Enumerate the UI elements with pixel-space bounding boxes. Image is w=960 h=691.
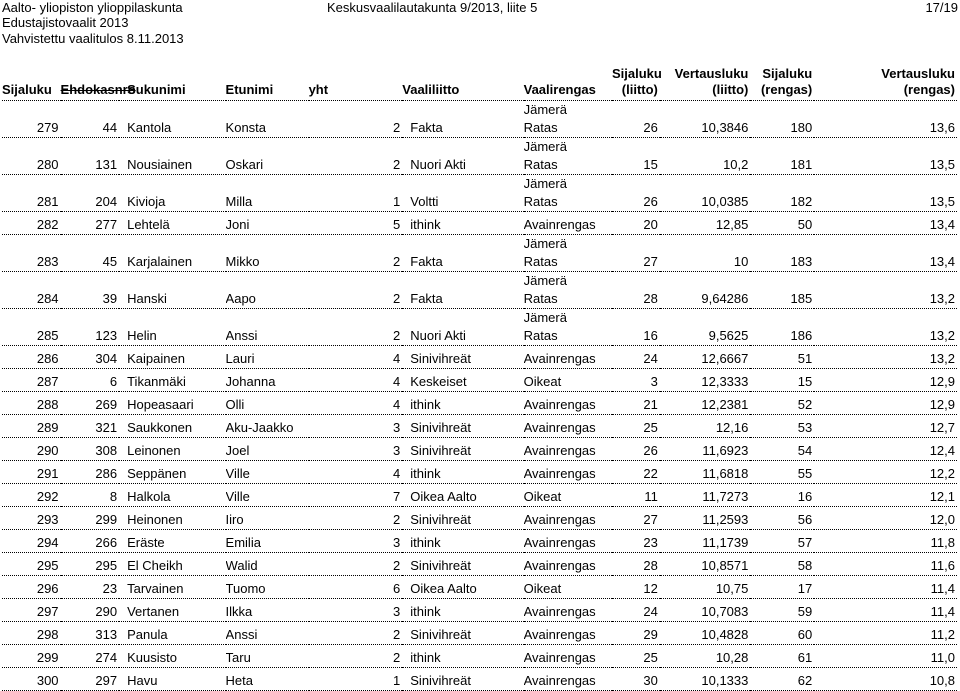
cell-lastname: Hopeasaari xyxy=(119,392,225,415)
cell-firstname: Johanna xyxy=(226,369,309,392)
cell-alliance: Fakta xyxy=(402,101,523,138)
cell-candidate-number: 299 xyxy=(61,507,120,530)
cell-rank-ring: 58 xyxy=(750,553,814,576)
cell-alliance: ithink xyxy=(402,645,523,668)
cell-cmp-ring: 11,6 xyxy=(814,553,957,576)
cell-alliance: Fakta xyxy=(402,272,523,309)
cell-ring: Avainrengas xyxy=(524,668,612,691)
cell-alliance: Nuori Akti xyxy=(402,309,523,346)
cell-candidate-number: 313 xyxy=(61,622,120,645)
cell-firstname: Iiro xyxy=(226,507,309,530)
cell-rank: 296 xyxy=(2,576,61,599)
cell-rank-alliance: 26 xyxy=(612,175,660,212)
cell-lastname: Kantola xyxy=(119,101,225,138)
cell-cmp-alliance: 12,6667 xyxy=(660,346,750,369)
cell-cmp-ring: 12,0 xyxy=(814,507,957,530)
cell-cmp-ring: 13,2 xyxy=(814,346,957,369)
cell-rank: 285 xyxy=(2,309,61,346)
cell-alliance: ithink xyxy=(402,599,523,622)
cell-rank-ring: 62 xyxy=(750,668,814,691)
cell-rank: 279 xyxy=(2,101,61,138)
table-row xyxy=(2,507,957,530)
cell-rank-ring: 182 xyxy=(750,175,814,212)
cell-votes: 4 xyxy=(309,369,403,392)
cell-alliance: ithink xyxy=(402,392,523,415)
cell-lastname: Hanski xyxy=(119,272,225,309)
cell-rank: 299 xyxy=(2,645,61,668)
cell-candidate-number: 277 xyxy=(61,212,120,235)
cell-cmp-ring: 13,4 xyxy=(814,212,957,235)
organization-name: Aalto- yliopiston ylioppilaskunta xyxy=(2,0,183,15)
cell-cmp-alliance: 11,7273 xyxy=(660,484,750,507)
cell-alliance: Sinivihreät xyxy=(402,438,523,461)
cell-lastname: El Cheikh xyxy=(119,553,225,576)
col-header-alliance: Vaaliliitto xyxy=(402,66,523,101)
cell-rank-ring: 56 xyxy=(750,507,814,530)
table-row xyxy=(2,668,957,691)
cell-rank-alliance: 30 xyxy=(612,668,660,691)
cell-rank-ring: 180 xyxy=(750,101,814,138)
cell-candidate-number: 266 xyxy=(61,530,120,553)
cell-cmp-alliance: 10 xyxy=(660,235,750,272)
cell-rank-alliance: 11 xyxy=(612,484,660,507)
committee-reference: Keskusvaalilautakunta 9/2013, liite 5 xyxy=(327,0,538,15)
cell-cmp-alliance: 11,6923 xyxy=(660,438,750,461)
cell-cmp-ring: 13,2 xyxy=(814,309,957,346)
cell-rank-alliance: 26 xyxy=(612,438,660,461)
cell-candidate-number: 131 xyxy=(61,138,120,175)
cell-alliance: Keskeiset xyxy=(402,369,523,392)
cell-cmp-ring: 13,6 xyxy=(814,101,957,138)
cell-cmp-alliance: 10,0385 xyxy=(660,175,750,212)
cell-votes: 4 xyxy=(309,461,403,484)
cell-alliance: ithink xyxy=(402,530,523,553)
table-row xyxy=(2,530,957,553)
cell-ring: Avainrengas xyxy=(524,599,612,622)
cell-rank: 292 xyxy=(2,484,61,507)
cell-ring: Jämerä Ratas xyxy=(524,309,612,346)
cell-lastname: Nousiainen xyxy=(119,138,225,175)
cell-ring: Avainrengas xyxy=(524,530,612,553)
cell-lastname: Halkola xyxy=(119,484,225,507)
cell-candidate-number: 23 xyxy=(61,576,120,599)
cell-rank-ring: 51 xyxy=(750,346,814,369)
table-row xyxy=(2,553,957,576)
cell-ring: Jämerä Ratas xyxy=(524,101,612,138)
cell-lastname: Leinonen xyxy=(119,438,225,461)
col-header-votes: yht xyxy=(309,66,403,101)
cell-firstname: Joni xyxy=(226,212,309,235)
cell-rank: 288 xyxy=(2,392,61,415)
table-row xyxy=(2,622,957,645)
cell-firstname: Lauri xyxy=(226,346,309,369)
cell-rank-alliance: 20 xyxy=(612,212,660,235)
cell-rank: 289 xyxy=(2,415,61,438)
cell-rank-alliance: 16 xyxy=(612,309,660,346)
cell-rank-alliance: 24 xyxy=(612,346,660,369)
cell-rank-alliance: 25 xyxy=(612,415,660,438)
table-row xyxy=(2,438,957,461)
cell-rank-ring: 186 xyxy=(750,309,814,346)
cell-rank-alliance: 28 xyxy=(612,553,660,576)
cell-cmp-alliance: 9,64286 xyxy=(660,272,750,309)
table-row xyxy=(2,272,957,309)
cell-firstname: Walid xyxy=(226,553,309,576)
cell-cmp-alliance: 11,2593 xyxy=(660,507,750,530)
cell-rank-alliance: 22 xyxy=(612,461,660,484)
cell-cmp-alliance: 11,6818 xyxy=(660,461,750,484)
cell-lastname: Eräste xyxy=(119,530,225,553)
election-name: Edustajistovaalit 2013 xyxy=(2,15,129,30)
cell-ring: Oikeat xyxy=(524,484,612,507)
cell-lastname: Vertanen xyxy=(119,599,225,622)
cell-lastname: Lehtelä xyxy=(119,212,225,235)
cell-rank: 295 xyxy=(2,553,61,576)
cell-firstname: Taru xyxy=(226,645,309,668)
cell-votes: 6 xyxy=(309,576,403,599)
cell-rank: 290 xyxy=(2,438,61,461)
cell-cmp-ring: 11,4 xyxy=(814,599,957,622)
cell-firstname: Tuomo xyxy=(226,576,309,599)
cell-rank-alliance: 15 xyxy=(612,138,660,175)
cell-alliance: Sinivihreät xyxy=(402,553,523,576)
cell-rank: 284 xyxy=(2,272,61,309)
cell-candidate-number: 269 xyxy=(61,392,120,415)
cell-votes: 2 xyxy=(309,272,403,309)
table-row xyxy=(2,576,957,599)
cell-cmp-alliance: 10,7083 xyxy=(660,599,750,622)
cell-votes: 2 xyxy=(309,101,403,138)
cell-cmp-ring: 12,9 xyxy=(814,392,957,415)
cell-candidate-number: 274 xyxy=(61,645,120,668)
cell-votes: 7 xyxy=(309,484,403,507)
results-table xyxy=(2,66,957,691)
cell-rank: 297 xyxy=(2,599,61,622)
cell-alliance: Nuori Akti xyxy=(402,138,523,175)
cell-firstname: Anssi xyxy=(226,309,309,346)
cell-cmp-alliance: 12,16 xyxy=(660,415,750,438)
cell-candidate-number: 290 xyxy=(61,599,120,622)
cell-ring: Avainrengas xyxy=(524,212,612,235)
cell-firstname: Joel xyxy=(226,438,309,461)
cell-firstname: Ville xyxy=(226,461,309,484)
cell-firstname: Anssi xyxy=(226,622,309,645)
cell-candidate-number: 304 xyxy=(61,346,120,369)
cell-firstname: Milla xyxy=(226,175,309,212)
cell-rank-alliance: 24 xyxy=(612,599,660,622)
cell-rank-ring: 57 xyxy=(750,530,814,553)
cell-candidate-number: 286 xyxy=(61,461,120,484)
cell-votes: 2 xyxy=(309,138,403,175)
cell-rank-alliance: 25 xyxy=(612,645,660,668)
cell-cmp-alliance: 12,2381 xyxy=(660,392,750,415)
cell-candidate-number: 308 xyxy=(61,438,120,461)
cell-ring: Avainrengas xyxy=(524,392,612,415)
cell-firstname: Heta xyxy=(226,668,309,691)
cell-candidate-number: 321 xyxy=(61,415,120,438)
cell-firstname: Oskari xyxy=(226,138,309,175)
cell-rank-alliance: 29 xyxy=(612,622,660,645)
cell-ring: Jämerä Ratas xyxy=(524,272,612,309)
table-row xyxy=(2,645,957,668)
cell-cmp-ring: 12,4 xyxy=(814,438,957,461)
cell-votes: 2 xyxy=(309,622,403,645)
cell-cmp-alliance: 9,5625 xyxy=(660,309,750,346)
cell-cmp-ring: 11,4 xyxy=(814,576,957,599)
cell-alliance: Oikea Aalto xyxy=(402,576,523,599)
cell-alliance: Sinivihreät xyxy=(402,415,523,438)
cell-votes: 3 xyxy=(309,530,403,553)
cell-ring: Oikeat xyxy=(524,576,612,599)
cell-candidate-number: 295 xyxy=(61,553,120,576)
cell-ring: Avainrengas xyxy=(524,507,612,530)
cell-ring: Oikeat xyxy=(524,369,612,392)
cell-cmp-ring: 13,5 xyxy=(814,175,957,212)
table-row xyxy=(2,212,957,235)
cell-alliance: ithink xyxy=(402,212,523,235)
cell-cmp-ring: 11,2 xyxy=(814,622,957,645)
cell-votes: 2 xyxy=(309,645,403,668)
cell-ring: Avainrengas xyxy=(524,415,612,438)
table-row xyxy=(2,392,957,415)
table-row xyxy=(2,138,957,175)
cell-lastname: Panula xyxy=(119,622,225,645)
cell-votes: 2 xyxy=(309,235,403,272)
cell-lastname: Tikanmäki xyxy=(119,369,225,392)
col-header-lastname: Sukunimi xyxy=(119,66,225,101)
cell-votes: 3 xyxy=(309,599,403,622)
table-header-row xyxy=(2,66,957,101)
cell-rank-ring: 60 xyxy=(750,622,814,645)
cell-ring: Jämerä Ratas xyxy=(524,175,612,212)
cell-alliance: Oikea Aalto xyxy=(402,484,523,507)
table-row xyxy=(2,101,957,138)
cell-lastname: Kaipainen xyxy=(119,346,225,369)
cell-lastname: Heinonen xyxy=(119,507,225,530)
cell-rank: 286 xyxy=(2,346,61,369)
cell-rank-ring: 17 xyxy=(750,576,814,599)
cell-cmp-alliance: 10,4828 xyxy=(660,622,750,645)
cell-firstname: Aku-Jaakko xyxy=(226,415,309,438)
cell-rank-ring: 52 xyxy=(750,392,814,415)
cell-rank: 280 xyxy=(2,138,61,175)
cell-alliance: Voltti xyxy=(402,175,523,212)
cell-candidate-number: 44 xyxy=(61,101,120,138)
cell-rank-ring: 15 xyxy=(750,369,814,392)
cell-rank: 287 xyxy=(2,369,61,392)
cell-rank: 281 xyxy=(2,175,61,212)
cell-rank-alliance: 27 xyxy=(612,507,660,530)
col-header-cmp-alliance: Vertausluku (liitto) xyxy=(660,66,750,101)
cell-votes: 4 xyxy=(309,346,403,369)
cell-cmp-ring: 10,8 xyxy=(814,668,957,691)
table-row xyxy=(2,415,957,438)
cell-rank: 283 xyxy=(2,235,61,272)
cell-votes: 3 xyxy=(309,415,403,438)
cell-ring: Avainrengas xyxy=(524,346,612,369)
cell-ring: Avainrengas xyxy=(524,553,612,576)
cell-cmp-alliance: 10,2 xyxy=(660,138,750,175)
cell-cmp-ring: 13,5 xyxy=(814,138,957,175)
cell-candidate-number: 123 xyxy=(61,309,120,346)
cell-rank-ring: 54 xyxy=(750,438,814,461)
cell-alliance: Sinivihreät xyxy=(402,622,523,645)
table-row xyxy=(2,175,957,212)
col-header-candidate-number: Ehdokasnro xyxy=(61,66,120,101)
col-header-rank-alliance: Sijaluku (liitto) xyxy=(612,66,660,101)
cell-cmp-alliance: 12,85 xyxy=(660,212,750,235)
confirmed-result-label: Vahvistettu vaalitulos 8.11.2013 xyxy=(2,31,184,46)
cell-cmp-alliance: 10,28 xyxy=(660,645,750,668)
cell-cmp-alliance: 12,3333 xyxy=(660,369,750,392)
cell-ring: Jämerä Ratas xyxy=(524,138,612,175)
cell-rank: 291 xyxy=(2,461,61,484)
cell-rank-ring: 53 xyxy=(750,415,814,438)
cell-cmp-ring: 12,1 xyxy=(814,484,957,507)
cell-rank-alliance: 3 xyxy=(612,369,660,392)
cell-votes: 5 xyxy=(309,212,403,235)
cell-votes: 1 xyxy=(309,668,403,691)
cell-votes: 2 xyxy=(309,507,403,530)
cell-votes: 4 xyxy=(309,392,403,415)
cell-firstname: Emilia xyxy=(226,530,309,553)
cell-lastname: Kuusisto xyxy=(119,645,225,668)
cell-rank-alliance: 21 xyxy=(612,392,660,415)
cell-firstname: Konsta xyxy=(226,101,309,138)
cell-cmp-alliance: 10,8571 xyxy=(660,553,750,576)
cell-cmp-ring: 12,9 xyxy=(814,369,957,392)
cell-alliance: Fakta xyxy=(402,235,523,272)
cell-rank: 298 xyxy=(2,622,61,645)
cell-rank-alliance: 27 xyxy=(612,235,660,272)
cell-ring: Avainrengas xyxy=(524,461,612,484)
cell-firstname: Olli xyxy=(226,392,309,415)
table-row xyxy=(2,309,957,346)
cell-rank-ring: 185 xyxy=(750,272,814,309)
cell-rank-alliance: 26 xyxy=(612,101,660,138)
cell-votes: 1 xyxy=(309,175,403,212)
cell-rank-ring: 50 xyxy=(750,212,814,235)
cell-lastname: Kivioja xyxy=(119,175,225,212)
cell-ring: Avainrengas xyxy=(524,645,612,668)
cell-cmp-alliance: 11,1739 xyxy=(660,530,750,553)
cell-cmp-ring: 13,4 xyxy=(814,235,957,272)
cell-rank: 300 xyxy=(2,668,61,691)
cell-rank-alliance: 28 xyxy=(612,272,660,309)
cell-alliance: Sinivihreät xyxy=(402,507,523,530)
cell-lastname: Tarvainen xyxy=(119,576,225,599)
page-number: 17/19 xyxy=(925,0,958,15)
cell-candidate-number: 204 xyxy=(61,175,120,212)
table-row xyxy=(2,461,957,484)
cell-lastname: Helin xyxy=(119,309,225,346)
cell-lastname: Saukkonen xyxy=(119,415,225,438)
cell-alliance: Sinivihreät xyxy=(402,346,523,369)
cell-rank-alliance: 23 xyxy=(612,530,660,553)
cell-lastname: Havu xyxy=(119,668,225,691)
cell-votes: 3 xyxy=(309,438,403,461)
cell-rank-ring: 55 xyxy=(750,461,814,484)
cell-candidate-number: 6 xyxy=(61,369,120,392)
col-header-cmp-ring: Vertausluku (rengas) xyxy=(814,66,957,101)
cell-candidate-number: 8 xyxy=(61,484,120,507)
cell-rank-ring: 16 xyxy=(750,484,814,507)
cell-candidate-number: 39 xyxy=(61,272,120,309)
cell-cmp-alliance: 10,1333 xyxy=(660,668,750,691)
cell-rank-ring: 59 xyxy=(750,599,814,622)
cell-cmp-alliance: 10,75 xyxy=(660,576,750,599)
cell-rank: 294 xyxy=(2,530,61,553)
table-row xyxy=(2,599,957,622)
cell-firstname: Ilkka xyxy=(226,599,309,622)
cell-firstname: Ville xyxy=(226,484,309,507)
cell-candidate-number: 45 xyxy=(61,235,120,272)
cell-cmp-ring: 12,7 xyxy=(814,415,957,438)
cell-lastname: Seppänen xyxy=(119,461,225,484)
cell-rank: 293 xyxy=(2,507,61,530)
cell-cmp-ring: 13,2 xyxy=(814,272,957,309)
col-header-rank: Sijaluku xyxy=(2,66,61,101)
col-header-ring: Vaalirengas xyxy=(524,66,612,101)
cell-firstname: Mikko xyxy=(226,235,309,272)
cell-alliance: ithink xyxy=(402,461,523,484)
cell-rank-alliance: 12 xyxy=(612,576,660,599)
table-row xyxy=(2,346,957,369)
cell-ring: Avainrengas xyxy=(524,438,612,461)
table-row xyxy=(2,369,957,392)
cell-cmp-ring: 11,8 xyxy=(814,530,957,553)
cell-cmp-ring: 11,0 xyxy=(814,645,957,668)
table-row xyxy=(2,484,957,507)
cell-firstname: Aapo xyxy=(226,272,309,309)
cell-cmp-ring: 12,2 xyxy=(814,461,957,484)
cell-ring: Jämerä Ratas xyxy=(524,235,612,272)
table-row xyxy=(2,235,957,272)
cell-rank-ring: 61 xyxy=(750,645,814,668)
cell-rank: 282 xyxy=(2,212,61,235)
col-header-firstname: Etunimi xyxy=(226,66,309,101)
cell-votes: 2 xyxy=(309,309,403,346)
cell-votes: 2 xyxy=(309,553,403,576)
cell-cmp-alliance: 10,3846 xyxy=(660,101,750,138)
cell-candidate-number: 297 xyxy=(61,668,120,691)
cell-alliance: Sinivihreät xyxy=(402,668,523,691)
cell-lastname: Karjalainen xyxy=(119,235,225,272)
cell-rank-ring: 181 xyxy=(750,138,814,175)
cell-ring: Avainrengas xyxy=(524,622,612,645)
cell-rank-ring: 183 xyxy=(750,235,814,272)
col-header-rank-ring: Sijaluku (rengas) xyxy=(750,66,814,101)
